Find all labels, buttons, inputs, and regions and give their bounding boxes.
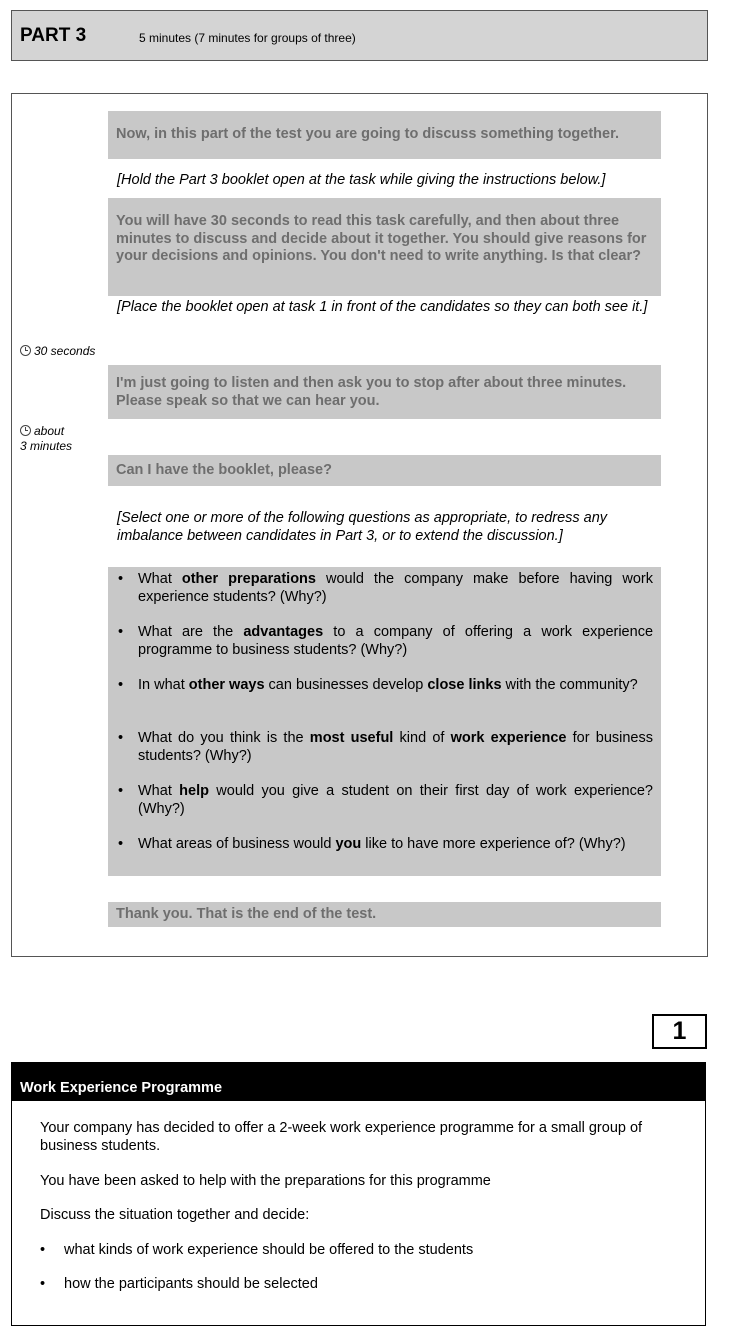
hold-instruction: [Hold the Part 3 booklet open at the task while giving the instructions below.] — [117, 172, 606, 188]
closing-text: Thank you. That is the end of the test. — [116, 906, 377, 922]
task-bullet: • how the participants should be selected — [40, 1276, 318, 1294]
intro-prompt — [108, 111, 661, 159]
stopwatch-icon — [20, 345, 31, 356]
task-card — [11, 1062, 706, 1326]
task-paragraph-1: Your company has decided to offer a 2-week work experience programme for a small group of business students. — [40, 1120, 643, 1154]
discuss-timing-line2: 3 minutes — [20, 439, 73, 453]
examiner-script — [11, 93, 708, 957]
task-title: Work Experience Programme — [12, 1063, 705, 1101]
part-header — [11, 10, 708, 61]
closing-prompt — [108, 902, 661, 927]
task-paragraph-3: Discuss the situation together and decide: — [40, 1207, 310, 1223]
stopwatch-icon — [20, 425, 31, 436]
listen-prompt — [108, 365, 661, 419]
question-box — [108, 567, 661, 876]
question-item: • In what other ways can businesses develop close links with the community? — [118, 677, 653, 730]
intro-text: Now, in this part of the test you are going to discuss something together. — [116, 126, 619, 142]
listen-text: I'm just going to listen and then ask you to stop after about three minutes. Please speak so that we can hear you. — [116, 375, 627, 409]
part-timing: 5 minutes (7 minutes for groups of three) — [139, 31, 356, 45]
question-item: • What do you think is the most useful kind of work experience for business students? (Why?) — [118, 730, 653, 783]
discuss-timing — [20, 424, 72, 454]
question-list — [118, 571, 653, 889]
place-instruction: [Place the booklet open at task 1 in front of the candidates so they can both see it.] — [117, 299, 648, 315]
booklet-text: Can I have the booklet, please? — [116, 462, 332, 478]
task-paragraph-2: You have been asked to help with the preparations for this programme — [40, 1173, 491, 1189]
booklet-prompt — [108, 455, 661, 486]
read-timing-text: 30 seconds — [34, 344, 96, 358]
part-title: PART 3 — [20, 25, 87, 46]
read-task-text: You will have 30 seconds to read this task carefully, and then about three minutes to discuss and decide about it together. You should give reasons for your decisions and opinions. You don't need to write anything. Is that clear? — [116, 213, 647, 264]
task-number: 1 — [652, 1014, 707, 1049]
question-item: • What areas of business would you like to have more experience of? (Why?) — [118, 836, 653, 889]
task-bullet: • what kinds of work experience should be offered to the students — [40, 1242, 473, 1260]
select-instruction: [Select one or more of the following questions as appropriate, to redress any imbalance between candidates in Part 3, or to extend the discussion.] — [117, 510, 608, 544]
discuss-timing-line1: about — [34, 424, 65, 438]
question-item: • What are the advantages to a company of offering a work experience programme to business students? (Why?) — [118, 624, 653, 677]
read-timing — [20, 344, 95, 359]
read-task-prompt — [108, 198, 661, 296]
question-item: • What help would you give a student on their first day of work experience? (Why?) — [118, 783, 653, 836]
question-item: • What other preparations would the company make before having work experience students? (Why?) — [118, 571, 653, 624]
